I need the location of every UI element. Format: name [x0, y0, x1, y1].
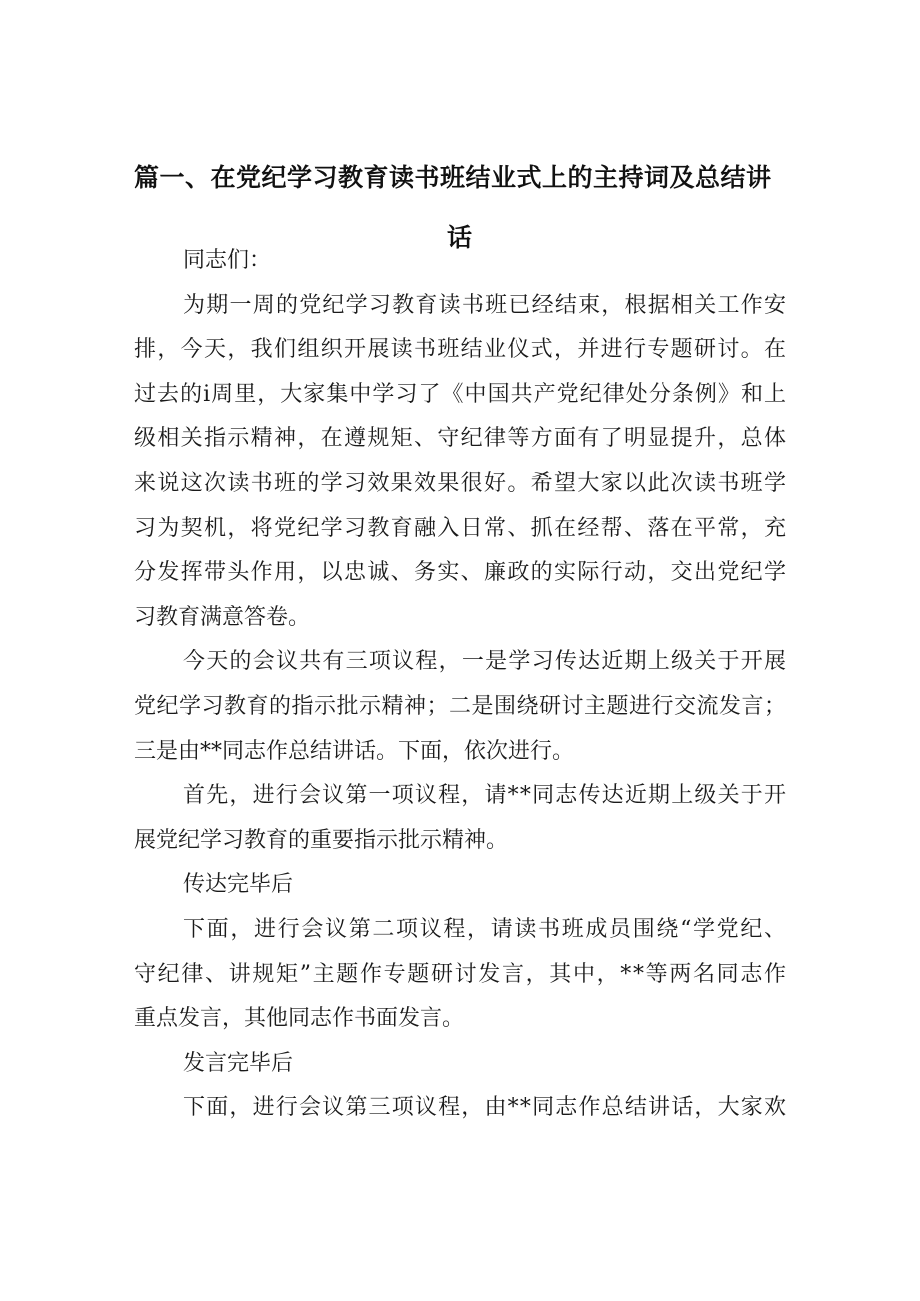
body-line-text: 今天的会议共有三项议程，一是学习传达近期上级关于开展 [183, 649, 788, 675]
body-line-text: 排，今天，我们组织开展读书班结业仪式，并进行专题研讨。在 [134, 337, 788, 363]
body-line-text: 过去的i周里，大家集中学习了《中国共产党纪律处分条例》和上 [134, 381, 788, 407]
document-title-line-2: 话 [447, 223, 473, 252]
body-line-text: 分发挥带头作用，以忠诚、务实、廉政的实际行动，交出党纪学 [134, 560, 788, 586]
body-line-text: 习为契机，将党纪学习教育融入日常、抓在经帮、落在平常，充 [134, 515, 788, 541]
body-line-text: 三是由**同志作总结讲话。下面，依次进行。 [134, 738, 575, 764]
body-line-text: 发言完毕后 [183, 1050, 294, 1076]
document-title-line-1: 篇一、在党纪学习教育读书班结业式上的主持词及总结讲 [134, 163, 772, 192]
body-line-text: 下面，进行会议第二项议程，请读书班成员围绕“学党纪、 [183, 917, 788, 942]
body-line-text: 重点发言，其他同志作书面发言。 [134, 1006, 465, 1032]
body-line-text: 党纪学习教育的指示批示精神；二是围绕研讨主题进行交流发言； [134, 694, 787, 719]
body-line-text: 来说这次读书班的学习效果效果很好。希望大家以此次读书班学 [134, 471, 788, 496]
body-line-text: 为期一周的党纪学习教育读书班已经结束，根据相关工作安 [183, 292, 788, 318]
body-line-text: 展党纪学习教育的重要指示批示精神。 [134, 827, 509, 853]
body-line-text: 同志们： [183, 248, 272, 273]
body-line-text: 习教育满意答卷。 [134, 604, 311, 630]
body-line-text: 守纪律、讲规矩”主题作专题研讨发言，其中，**等两名同志作 [134, 961, 788, 987]
body-line-text: 级相关指示精神，在遵规矩、守纪律等方面有了明显提升，总体 [134, 426, 788, 452]
body-line-text: 传达完毕后 [183, 872, 294, 898]
body-line-text: 下面，进行会议第三项议程，由**同志作总结讲话，大家欢 [183, 1095, 788, 1121]
body-line-text: 首先，进行会议第一项议程，请**同志传达近期上级关于开 [183, 783, 788, 809]
